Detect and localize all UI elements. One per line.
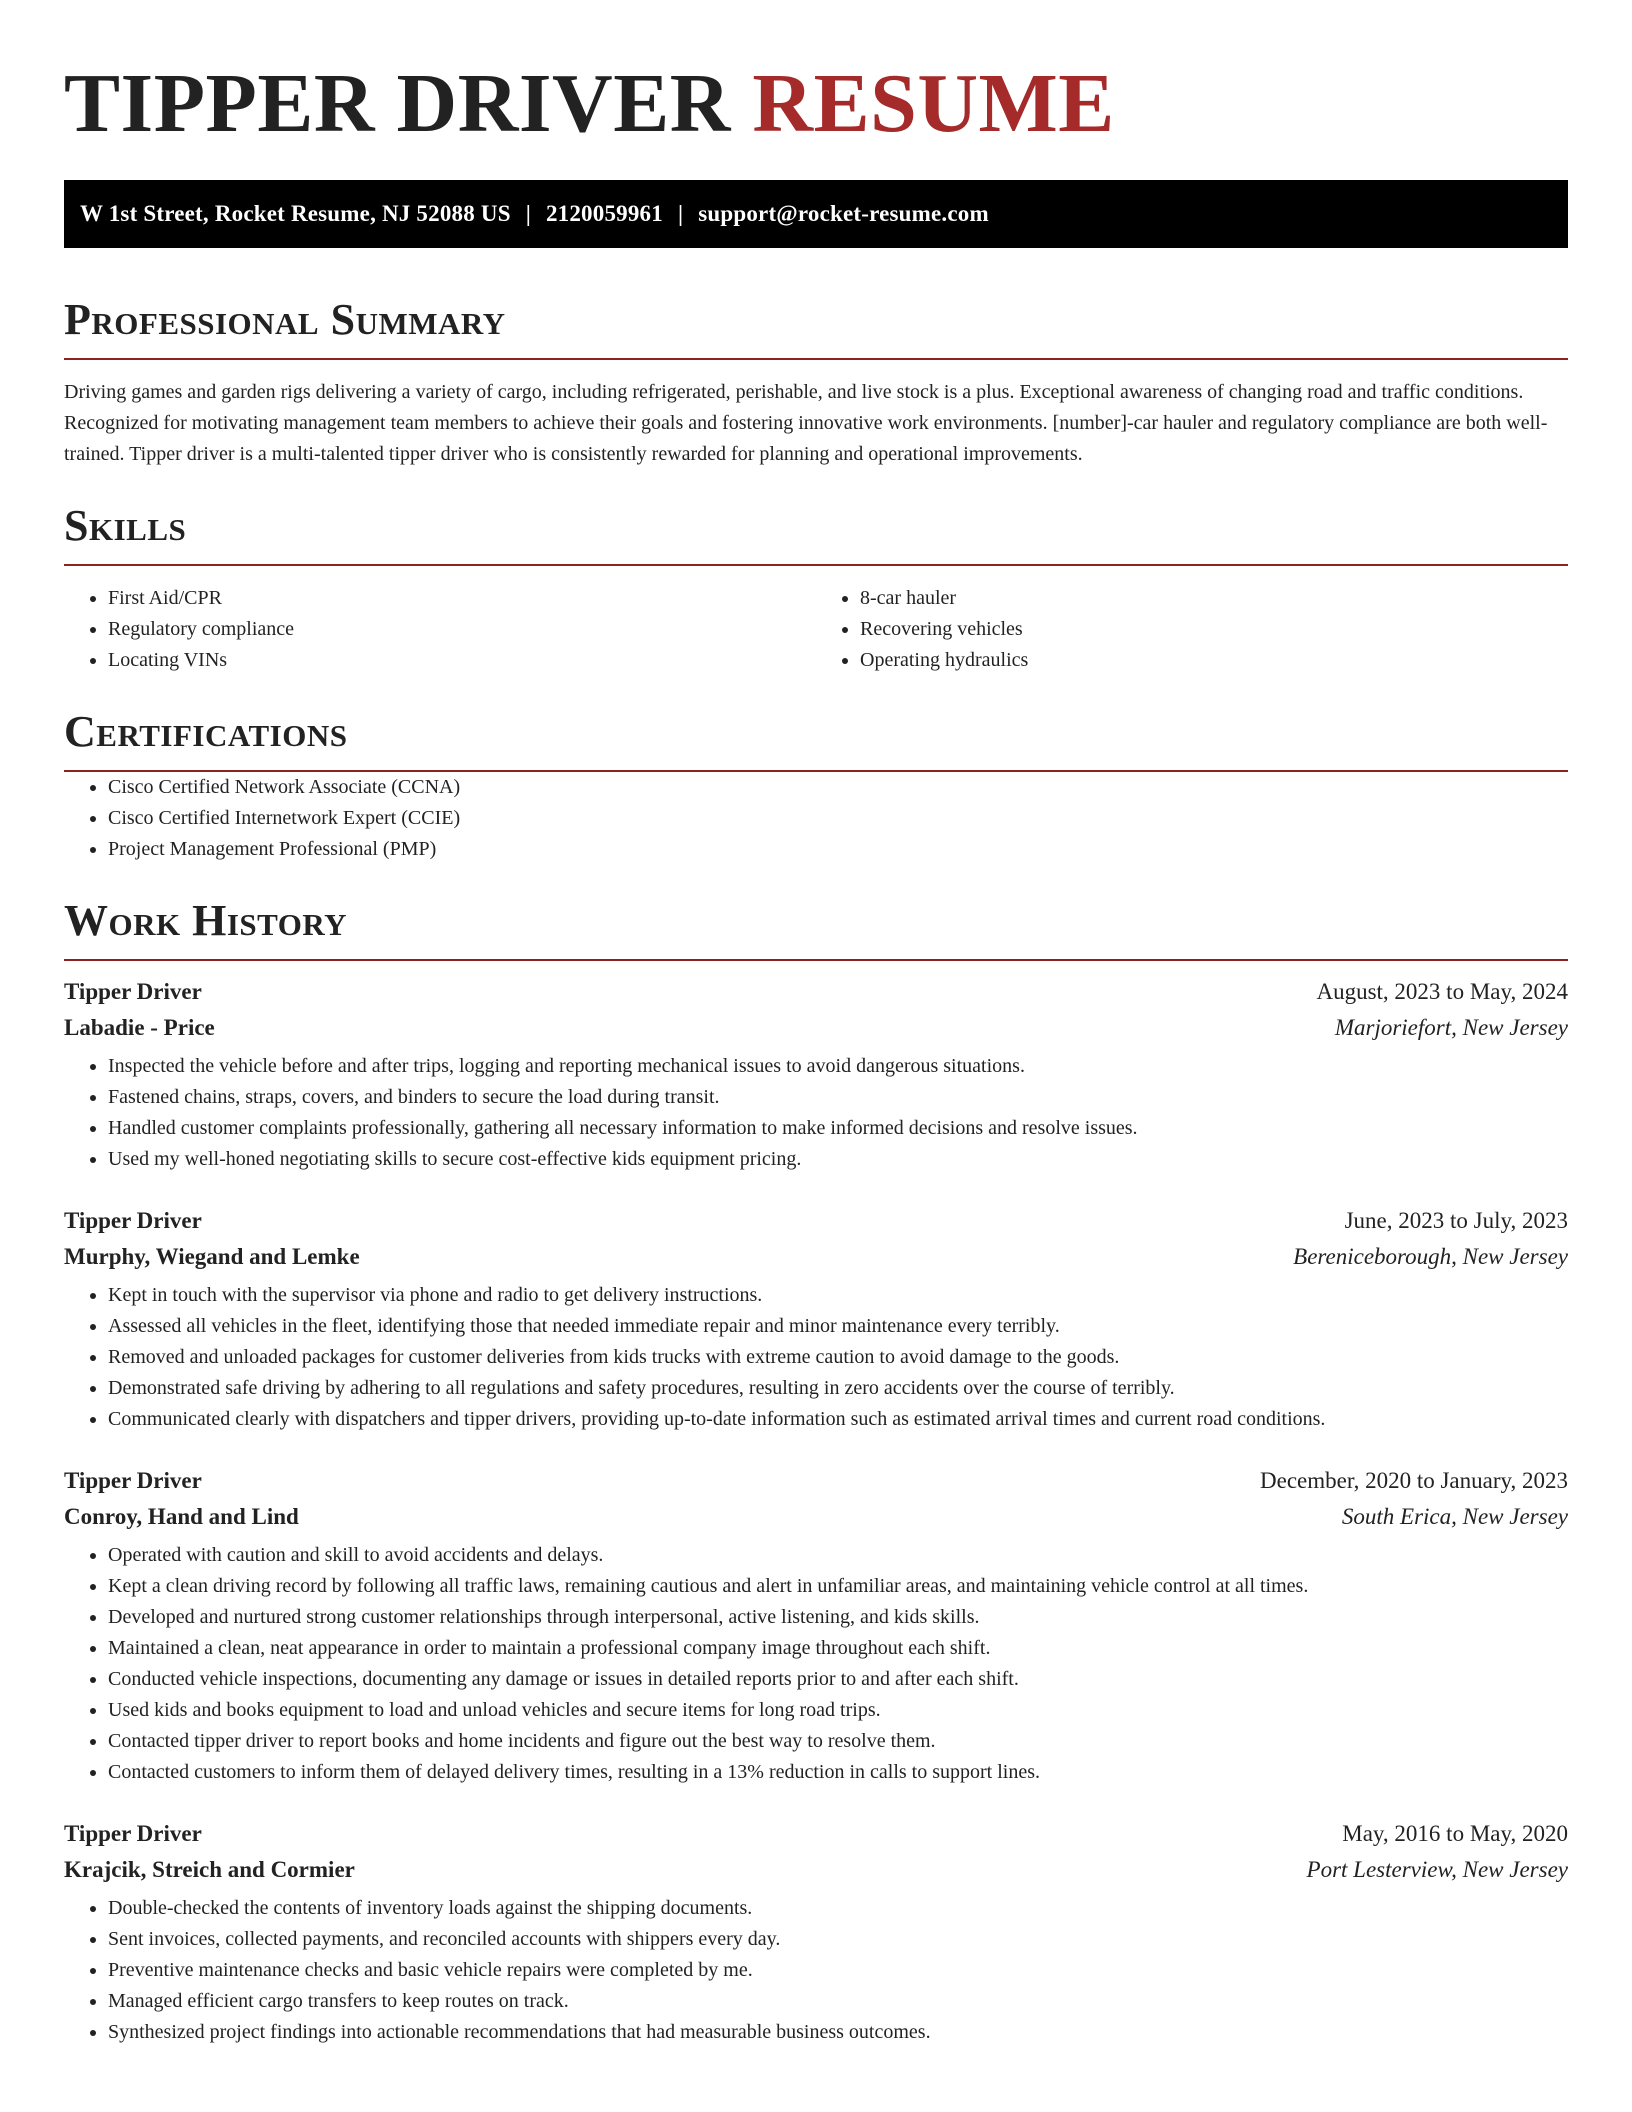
job-location: South Erica, New Jersey (1341, 1504, 1568, 1529)
job-company-row (64, 1244, 1568, 1280)
job-header-row (64, 1821, 1568, 1857)
job-bullet: • Inspected the vehicle before and after trips, logging and reporting mechanical issues to avoid dangerous situations. (108, 1051, 1568, 1082)
skills-column-right (816, 583, 1568, 676)
job-bullet: • Contacted tipper driver to report books and home incidents and figure out the best way to resolve them. (108, 1726, 1568, 1757)
title-accent: RESUME (752, 57, 1115, 150)
job-dates: December, 2020 to January, 2023 (1260, 1468, 1568, 1493)
job-bullet: • Contacted customers to inform them of delayed delivery times, resulting in a 13% reduction in calls to support lines. (108, 1757, 1568, 1788)
job-location: Bereniceborough, New Jersey (1293, 1244, 1568, 1269)
contact-phone: 2120059961 (545, 201, 663, 226)
job-title: Tipper Driver (64, 1821, 202, 1846)
contact-bar (64, 180, 1568, 248)
job-bullet: • Demonstrated safe driving by adhering to all regulations and safety procedures, resulting in zero accidents over the course of terribly. (108, 1373, 1568, 1404)
job-company: Krajcik, Streich and Cormier (64, 1857, 355, 1882)
section-heading: Certifications (64, 710, 1568, 772)
job-entry (64, 979, 1568, 1175)
job-bullet: • Used kids and books equipment to load and unload vehicles and secure items for long road trips. (108, 1695, 1568, 1726)
job-entry (64, 1821, 1568, 2048)
job-bullet: • Fastened chains, straps, covers, and binders to secure the load during transit. (108, 1082, 1568, 1113)
summary-text: Driving games and garden rigs delivering a variety of cargo, including refrigerated, perishable, and live stock is a plus. Exceptional awareness of changing road and traffic conditions. Recognized for motivating management team members to achieve their goals and fostering innovative work environments. [number]-car hauler and regulatory compliance are both well-trained. Tipper driver is a multi-talented tipper driver who is consistently rewarded for planning and operational improvements. (64, 381, 1548, 465)
section-heading: Work History (64, 899, 1568, 961)
job-bullet: • Used my well-honed negotiating skills to secure cost-effective kids equipment pricing. (108, 1144, 1568, 1175)
certifications-list (64, 772, 1568, 865)
job-bullet: • Double-checked the contents of inventory loads against the shipping documents. (108, 1893, 1568, 1924)
job-bullet: • Conducted vehicle inspections, documenting any damage or issues in detailed reports prior to and after each shift. (108, 1664, 1568, 1695)
work-history-section (64, 896, 1568, 2048)
resume-title (64, 57, 1568, 150)
contact-separator: | (677, 201, 684, 226)
certification-item: • Cisco Certified Internetwork Expert (CCIE) (108, 803, 1568, 834)
job-location: Port Lesterview, New Jersey (1306, 1857, 1568, 1882)
contact-separator: | (525, 201, 531, 226)
job-title: Tipper Driver (64, 1208, 202, 1233)
job-bullet: • Kept in touch with the supervisor via phone and radio to get delivery instructions. (108, 1280, 1568, 1311)
job-header-row (64, 1208, 1568, 1244)
job-bullets (64, 1051, 1568, 1175)
skills-grid (64, 583, 1568, 676)
job-bullet: • Handled customer complaints professionally, gathering all necessary information to make informed decisions and resolve issues. (108, 1113, 1568, 1144)
skills-list (64, 583, 816, 676)
job-company: Conroy, Hand and Lind (64, 1504, 299, 1529)
section-heading: Professional Summary (64, 298, 1568, 360)
job-entry (64, 1468, 1568, 1788)
job-bullet: • Managed efficient cargo transfers to keep routes on track. (108, 1986, 1568, 2017)
job-dates: June, 2023 to July, 2023 (1344, 1208, 1568, 1233)
job-dates: May, 2016 to May, 2020 (1342, 1821, 1568, 1846)
skill-item: • Regulatory compliance (108, 614, 816, 645)
job-bullet: • Communicated clearly with dispatchers and tipper drivers, providing up-to-date information such as estimated arrival times and current road conditions. (108, 1404, 1568, 1435)
job-company-row (64, 1504, 1568, 1540)
job-company-row (64, 1857, 1568, 1893)
job-bullet: • Kept a clean driving record by following all traffic laws, remaining cautious and alert in unfamiliar areas, and maintaining vehicle control at all times. (108, 1571, 1568, 1602)
certifications-section (64, 707, 1568, 865)
job-title: Tipper Driver (64, 1468, 202, 1493)
job-bullets (64, 1893, 1568, 2048)
skill-item: • First Aid/CPR (108, 583, 816, 614)
skill-item: • Operating hydraulics (860, 645, 1568, 676)
job-bullet: • Sent invoices, collected payments, and reconciled accounts with shippers every day. (108, 1924, 1568, 1955)
contact-email: support@rocket-resume.com (698, 201, 989, 226)
job-company-row (64, 1015, 1568, 1051)
certification-item: • Project Management Professional (PMP) (108, 834, 1568, 865)
job-entry (64, 1208, 1568, 1435)
job-bullet: • Operated with caution and skill to avoid accidents and delays. (108, 1540, 1568, 1571)
job-bullet: • Assessed all vehicles in the fleet, identifying those that needed immediate repair and minor maintenance every terribly. (108, 1311, 1568, 1342)
skills-list (816, 583, 1568, 676)
job-header-row (64, 979, 1568, 1015)
skill-item: • Locating VINs (108, 645, 816, 676)
job-bullet: • Removed and unloaded packages for customer deliveries from kids trucks with extreme caution to avoid damage to the goods. (108, 1342, 1568, 1373)
skill-item: • Recovering vehicles (860, 614, 1568, 645)
section-heading: Skills (64, 504, 1568, 566)
job-bullet: • Synthesized project findings into actionable recommendations that had measurable business outcomes. (108, 2017, 1568, 2048)
certification-item: • Cisco Certified Network Associate (CCNA) (108, 772, 1568, 803)
job-company: Labadie - Price (64, 1015, 215, 1040)
contact-address: W 1st Street, Rocket Resume, NJ 52088 US (80, 201, 511, 226)
job-location: Marjoriefort, New Jersey (1334, 1015, 1568, 1040)
job-bullets (64, 1280, 1568, 1435)
job-bullet: • Developed and nurtured strong customer relationships through interpersonal, active listening, and kids skills. (108, 1602, 1568, 1633)
job-bullet: • Maintained a clean, neat appearance in order to maintain a professional company image throughout each shift. (108, 1633, 1568, 1664)
job-header-row (64, 1468, 1568, 1504)
job-dates: August, 2023 to May, 2024 (1316, 979, 1568, 1004)
job-bullet: • Preventive maintenance checks and basic vehicle repairs were completed by me. (108, 1955, 1568, 1986)
title-main: TIPPER DRIVER (64, 57, 731, 150)
job-company: Murphy, Wiegand and Lemke (64, 1244, 360, 1269)
skills-column-left (64, 583, 816, 676)
job-title: Tipper Driver (64, 979, 202, 1004)
skills-section (64, 501, 1568, 676)
skill-item: • 8-car hauler (860, 583, 1568, 614)
job-bullets (64, 1540, 1568, 1788)
professional-summary-section (64, 295, 1568, 470)
